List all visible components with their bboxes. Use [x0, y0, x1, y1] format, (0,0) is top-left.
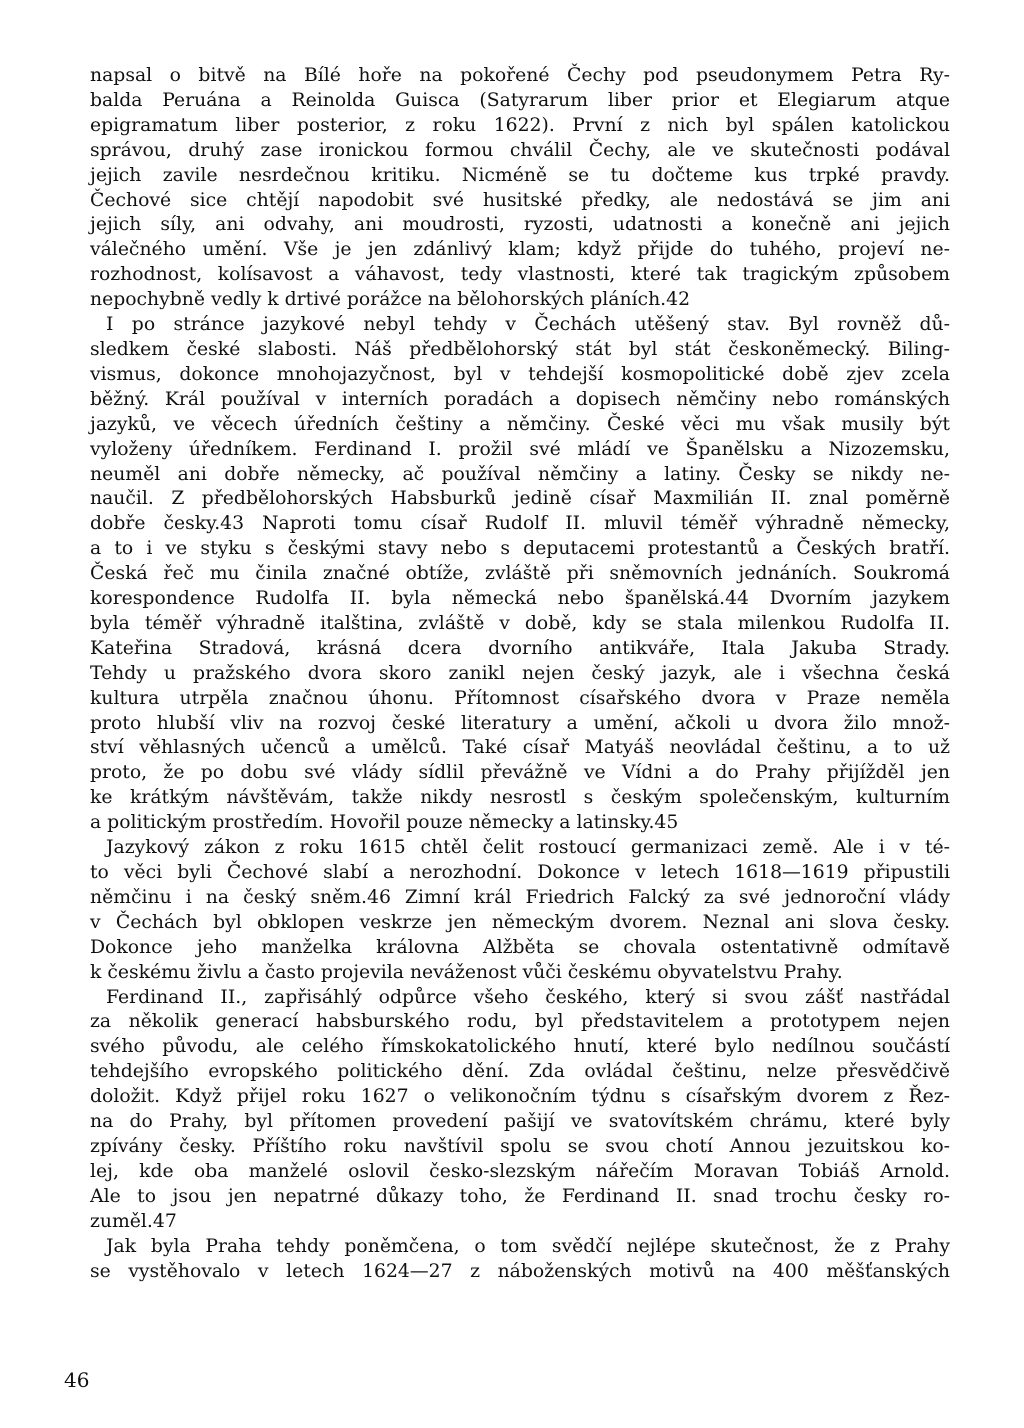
text-line: běžný. Král používal v interních poradách a dopisech němčiny nebo románských [90, 388, 950, 410]
text-line: byla téměř výhradně italština, zvláště v době, kdy se stala milenkou Rudolfa II. [90, 612, 950, 634]
text-line: Česká řeč mu činila značné obtíže, zvláště při sněmovních jednáních. Soukromá [90, 563, 950, 585]
text-line: proto, že po dobu své vlády sídlil převážně ve Vídni a do Prahy přijížděl jen [90, 762, 950, 784]
text-line: epigramatum liber posterior, z roku 1622). První z nich byl spálen katolickou [90, 114, 950, 136]
text-line: správou, druhý zase ironickou formou chválil Čechy, ale ve skutečnosti podával [90, 139, 950, 161]
text-line: svého původu, ale celého římskokatolického hnutí, které bylo nedílnou součástí [90, 1036, 950, 1058]
text-line: vismus, dokonce mnohojazyčnost, byl v tehdejší kosmopolitické době zjev zcela [90, 363, 950, 385]
text-line: ke krátkým návštěvám, takže nikdy nesrostl s českým společenským, kulturním [90, 787, 950, 809]
text-line: na do Prahy, byl přítomen provedení pašijí ve svatovítském chrámu, které byly [90, 1111, 950, 1133]
text-line: Ferdinand II., zapřisáhlý odpůrce všeho českého, který si svou zášť nastřádal [106, 986, 950, 1008]
page-number: 46 [64, 1368, 90, 1392]
text-line: Čechové sice chtějí napodobit své husitské předky, ale nedostává se jim ani [90, 189, 950, 211]
text-line: rozhodnost, kolísavost a váhavost, tedy vlastnosti, které tak tragickým způsobem [90, 264, 950, 286]
text-line: Dokonce jeho manželka královna Alžběta se chovala ostentativně odmítavě [90, 936, 950, 958]
text-line: jejich síly, ani odvahy, ani moudrosti, ryzosti, udatnosti a konečně ani jejich [90, 214, 950, 236]
text-line: němčinu i na český sněm.46 Zimní král Friedrich Falcký za své jednoroční vlády [90, 886, 950, 908]
page-body [90, 64, 950, 1284]
text-line: se vystěhovalo v letech 1624—27 z náboženských motivů na 400 měšťanských [90, 1260, 950, 1282]
paragraph-5 [90, 1235, 950, 1285]
text-line: kultura utrpěla značnou úhonu. Přítomnost císařského dvora v Praze neměla [90, 687, 950, 709]
paragraph-3 [90, 836, 950, 985]
paragraph-2 [90, 313, 950, 836]
text-line: naučil. Z předbělohorských Habsburků jedině císař Maxmilián II. znal poměrně [90, 488, 950, 510]
text-line: I po stránce jazykové nebyl tehdy v Čechách utěšený stav. Byl rovněž dů- [106, 314, 950, 336]
paragraph-4 [90, 986, 950, 1235]
text-line: jejich zavile nesrdečnou kritiku. Nicméně se tu dočteme kus trpké pravdy. [90, 164, 950, 186]
text-line: doložit. Když přijel roku 1627 o velikonočním týdnu s císařským dvorem z Řez- [90, 1086, 950, 1108]
text-line: vyloženy úředníkem. Ferdinand I. prožil své mládí ve Španělsku a Nizozemsku, [90, 438, 950, 460]
text-line: Tehdy u pražského dvora skoro zanikl nejen český jazyk, ale i všechna česká [90, 662, 950, 684]
text-line: nepochybně vedly k drtivé porážce na bělohorských pláních.42 [90, 289, 691, 311]
text-line: proto hlubší vliv na rozvoj české literatury a umění, ačkoli u dvora žilo množ- [90, 712, 950, 734]
text-line: jazyků, ve věcech úředních češtiny a němčiny. České věci mu však musily být [90, 413, 950, 435]
text-line: Jazykový zákon z roku 1615 chtěl čelit rostoucí germanizaci země. Ale i v té- [106, 837, 950, 859]
text-line: zpívány česky. Příštího roku navštívil spolu se svou chotí Annou jezuitskou ko- [90, 1135, 950, 1157]
text-line: a to i ve styku s českými stavy nebo s deputacemi protestantů a Českých bratří. [90, 538, 950, 560]
text-line: tehdejšího evropského politického dění. Zda ovládal češtinu, nelze přesvědčivě [90, 1061, 950, 1083]
text-line: lej, kde oba manželé oslovil česko-slezským nářečím Moravan Tobiáš Arnold. [90, 1160, 950, 1182]
text-line: a politickým prostředím. Hovořil pouze německy a latinsky.45 [90, 812, 679, 834]
text-line: balda Peruána a Reinolda Guisca (Satyrarum liber prior et Elegiarum atque [90, 89, 950, 111]
text-line: neuměl ani dobře německy, ač používal němčiny a latiny. Česky se nikdy ne- [90, 463, 950, 485]
text-line: napsal o bitvě na Bílé hoře na pokořené Čechy pod pseudonymem Petra Ry- [90, 65, 950, 86]
text-line: v Čechách byl obklopen veskrze jen německým dvorem. Neznal ani slova česky. [90, 911, 950, 933]
text-line: k českému živlu a často projevila neváženost vůči českému obyvatelstvu Prahy. [90, 961, 843, 983]
text-line: to věci byli Čechové slabí a nerozhodní. Dokonce v letech 1618—1619 připustili [90, 862, 950, 883]
text-line: Kateřina Stradová, krásná dcera dvorního antikváře, Itala Jakuba Strady. [90, 637, 950, 659]
text-line: ství věhlasných učenců a umělců. Také císař Matyáš neovládal češtinu, a to už [90, 737, 950, 759]
text-line: válečného umění. Vše je jen zdánlivý klam; když přijde do tuhého, projeví ne- [90, 239, 950, 261]
text-line: Ale to jsou jen nepatrné důkazy toho, že Ferdinand II. snad trochu česky ro- [90, 1185, 950, 1207]
text-line: sledkem české slabosti. Náš předbělohorský stát byl stát českoněmecký. Biling- [90, 338, 950, 360]
text-line: korespondence Rudolfa II. byla německá nebo španělská.44 Dvorním jazykem [90, 588, 950, 610]
text-line: Jak byla Praha tehdy poněmčena, o tom svědčí nejlépe skutečnost, že z Prahy [106, 1235, 950, 1257]
text-line: za několik generací habsburského rodu, byl představitelem a prototypem nejen [90, 1011, 950, 1033]
text-line: zuměl.47 [90, 1210, 177, 1232]
text-line: dobře česky.43 Naproti tomu císař Rudolf II. mluvil téměř výhradně německy, [90, 513, 950, 535]
paragraph-1 [90, 64, 950, 313]
